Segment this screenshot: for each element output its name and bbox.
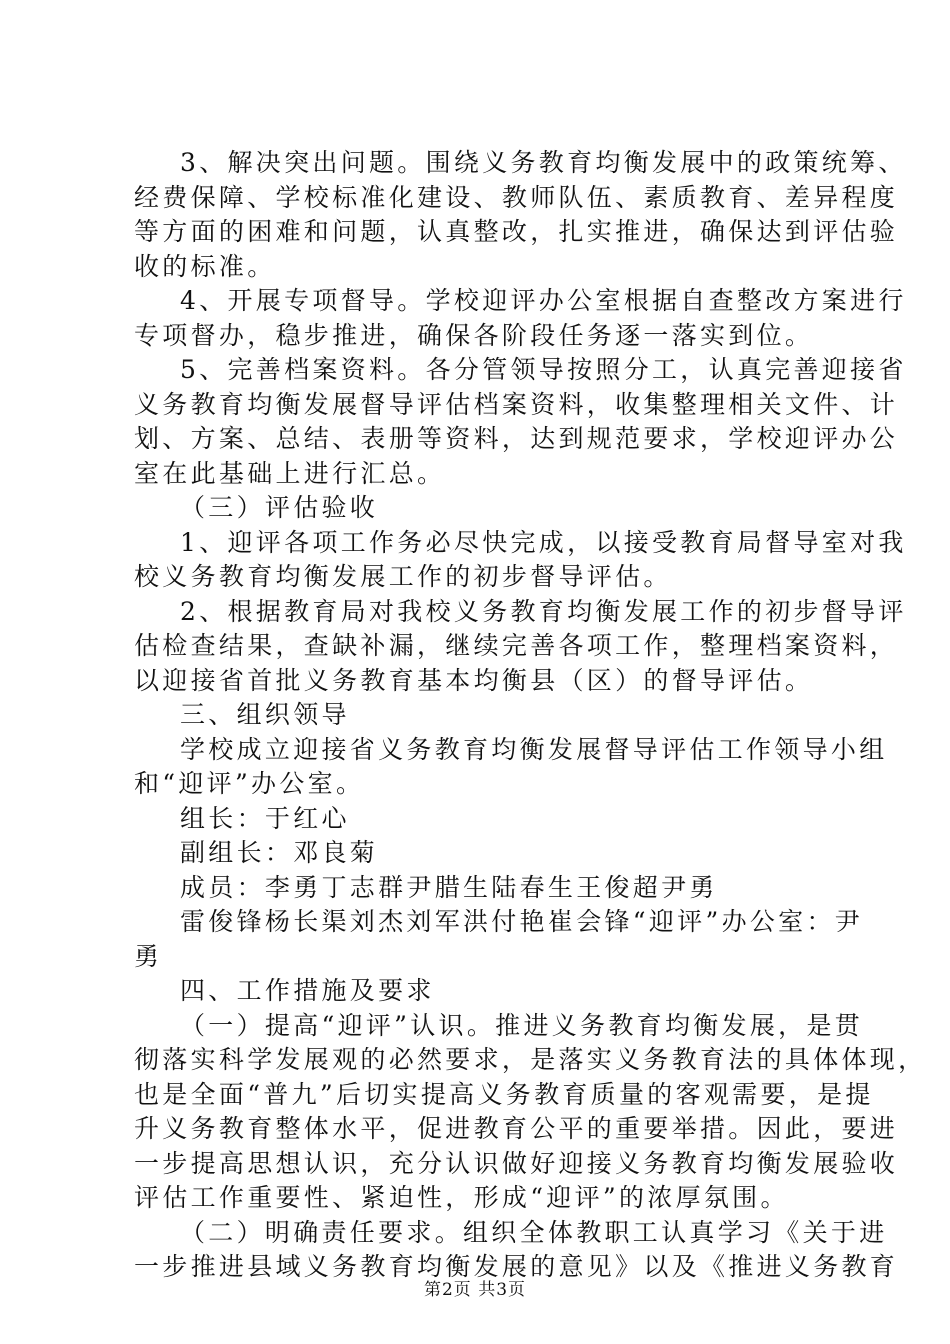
text-line: （二）明确责任要求。组织全体教职工认真学习《关于进 [180,1217,888,1247]
text-line: 成员：李勇丁志群尹腊生陆春生王俊超尹勇 [180,872,718,902]
text-line: 专项督办，稳步推进，确保各阶段任务逐一落实到位。 [134,320,814,350]
text-line: 室在此基础上进行汇总。 [134,458,446,488]
text-line: （一）提高“迎评”认识。推进义务教育均衡发展，是贯 [180,1010,864,1040]
text-line: 义务教育均衡发展督导评估档案资料，收集整理相关文件、计 [134,389,899,419]
text-line: 副组长：邓良菊 [180,838,379,867]
text-line: 1、迎评各项工作务必尽快完成，以接受教育局督导室对我 [180,527,907,557]
text-line: 经费保障、学校标准化建设、教师队伍、素质教育、差异程度 [134,182,899,212]
text-line: 一步提高思想认识，充分认识做好迎接义务教育均衡发展验收 [134,1148,899,1178]
text-line: 4、开展专项督导。学校迎评办公室根据自查整改方案进行 [180,286,907,315]
text-line: 彻落实科学发展观的必然要求，是落实义务教育法的具体体现， [134,1045,927,1074]
text-line: 和“迎评”办公室。 [134,769,365,798]
text-line: 5、完善档案资料。各分管领导按照分工，认真完善迎接省 [180,355,907,384]
text-line: 组长：于红心 [180,803,350,833]
text-line: 雷俊锋杨长渠刘杰刘军洪付艳崔会锋“迎评”办公室：尹 [180,907,864,936]
text-line: 学校成立迎接省义务教育均衡发展督导评估工作领导小组 [180,734,888,764]
text-line: 划、方案、总结、表册等资料，达到规范要求，学校迎评办公 [134,424,899,453]
text-line: 3、解决突出问题。围绕义务教育均衡发展中的政策统筹、 [180,148,907,177]
text-line: 校义务教育均衡发展工作的初步督导评估。 [134,562,672,591]
document-body [134,146,927,1285]
text-line: 四、工作措施及要求 [180,976,435,1005]
text-line: 收的标准。 [134,251,276,281]
text-line: 以迎接省首批义务教育基本均衡县（区）的督导评估。 [134,665,814,695]
text-line: 等方面的困难和问题，认真整改，扎实推进，确保达到评估验 [134,217,899,246]
text-line: 勇 [134,941,163,971]
text-line: 三、组织领导 [180,700,350,729]
text-line: 评估工作重要性、紧迫性，形成“迎评”的浓厚氛围。 [134,1183,789,1212]
text-line: 一步推进县域义务教育均衡发展的意见》以及《推进义务教育 [134,1252,899,1281]
text-line: （三）评估验收 [180,493,379,522]
text-line: 也是全面“普九”后切实提高义务教育质量的客观需要，是提 [134,1079,874,1109]
text-line: 估检查结果，查缺补漏，继续完善各项工作，整理档案资料， [134,631,899,660]
text-line: 2、根据教育局对我校义务教育均衡发展工作的初步督导评 [180,596,907,626]
page-footer: 第2页 共3页 [423,1280,527,1300]
text-line: 升义务教育整体水平，促进教育公平的重要举措。因此，要进 [134,1114,899,1143]
